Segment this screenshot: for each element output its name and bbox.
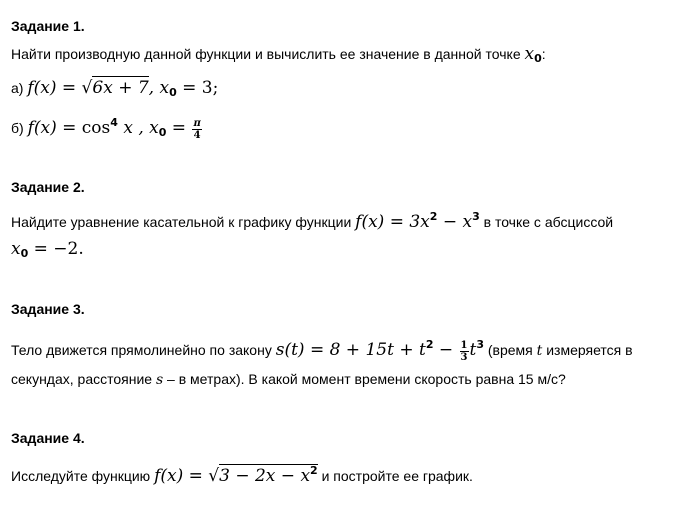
task3-formula-c: t [469,340,477,360]
task2-text-after: в точке с абсциссой [479,214,614,230]
task2-sup1: 2 [429,210,438,223]
fraction [192,118,201,141]
task1-heading: Задание 1. [11,18,85,34]
task1-part-a-tail: = 3; [176,78,219,98]
task2-formula-lhs: f(x) = 3x [355,212,430,232]
task4-sup: 2 [310,464,318,477]
task1-part-b [11,111,203,145]
task3-var-t: t [536,343,543,359]
task1-text-end: : [541,46,546,62]
task1-part-b-func: cos [81,118,111,138]
task1-part-b-arg: x [117,118,133,138]
task4-lhs: f(x) = [154,466,209,486]
task3-frac-den: 3 [460,351,468,363]
task3-sup2: 3 [476,338,484,351]
task3-text-after-a: (время [484,342,537,358]
task3-heading: Задание 3. [11,301,85,317]
task3-statement [11,333,633,363]
task1-part-b-power: 4 [110,116,118,129]
task4-heading: Задание 4. [11,430,85,446]
task2-line2-var: x [11,239,21,259]
task2-heading: Задание 2. [11,179,85,195]
sqrt-expression [208,462,317,485]
task2-sup2: 3 [472,210,480,223]
task1-part-a-after: , x [148,78,170,98]
task3-line2-b: – в метрах). В какой момент времени скорость равна 15 м/с? [163,371,566,387]
task1-statement [11,45,546,68]
task4-radicand-wrap [219,464,318,486]
task3-line2 [11,370,566,389]
task1-part-a-sub: 0 [169,86,177,99]
task4-radicand: 3 − 2x − x [219,466,311,486]
task1-part-b-lhs: f(x) = [27,118,82,138]
task1-point-var: x [524,44,535,64]
task2-statement [11,208,613,231]
task1-part-b-eq: = [166,118,192,138]
task1-part-b-frac-num: π [193,117,201,129]
task1-part-b-sub: 0 [158,126,167,139]
task2-formula-mid: − x [437,212,473,232]
task3-line2-a: секундах, расстояние [11,371,156,387]
task2-line2 [11,240,84,263]
task4-text: Исследуйте функцию [11,468,155,484]
fraction [460,340,469,363]
task3-var-s: s [155,372,164,388]
task2-text: Найдите уравнение касательной к графику функции [11,214,356,230]
task3-text: Тело движется прямолинейно по закону [11,342,276,358]
task3-formula-b: − [433,340,459,360]
task1-part-b-frac-den: 4 [193,129,201,141]
task1-text: Найти производную данной функции и вычислить ее значение в данной точке [11,46,525,62]
task2-line2-tail: = −2. [28,239,84,259]
task1-part-a-radicand: 6x + 7 [92,78,149,98]
task4-statement [11,462,473,485]
task3-text-after-b: измеряется в [542,342,633,358]
task1-part-b-after: , x [132,118,159,138]
task2-line2-sub: 0 [20,247,29,260]
sqrt-sign: √ [208,466,220,486]
task1-point-sub: 0 [534,52,542,65]
task4-text-after: и постройте ее график. [317,468,473,484]
task3-frac-num: 1 [460,339,468,351]
sqrt-expression [82,79,149,97]
task3-sup1: 2 [425,338,434,351]
sqrt-sign: √ [81,78,93,98]
task3-formula-a: s(t) = 8 + 15t + t [275,340,426,360]
task1-part-a [11,79,218,102]
task1-part-b-label: б) [11,120,28,136]
task1-part-a-label: а) [11,80,28,96]
task1-part-a-lhs: f(x) = [27,78,82,98]
